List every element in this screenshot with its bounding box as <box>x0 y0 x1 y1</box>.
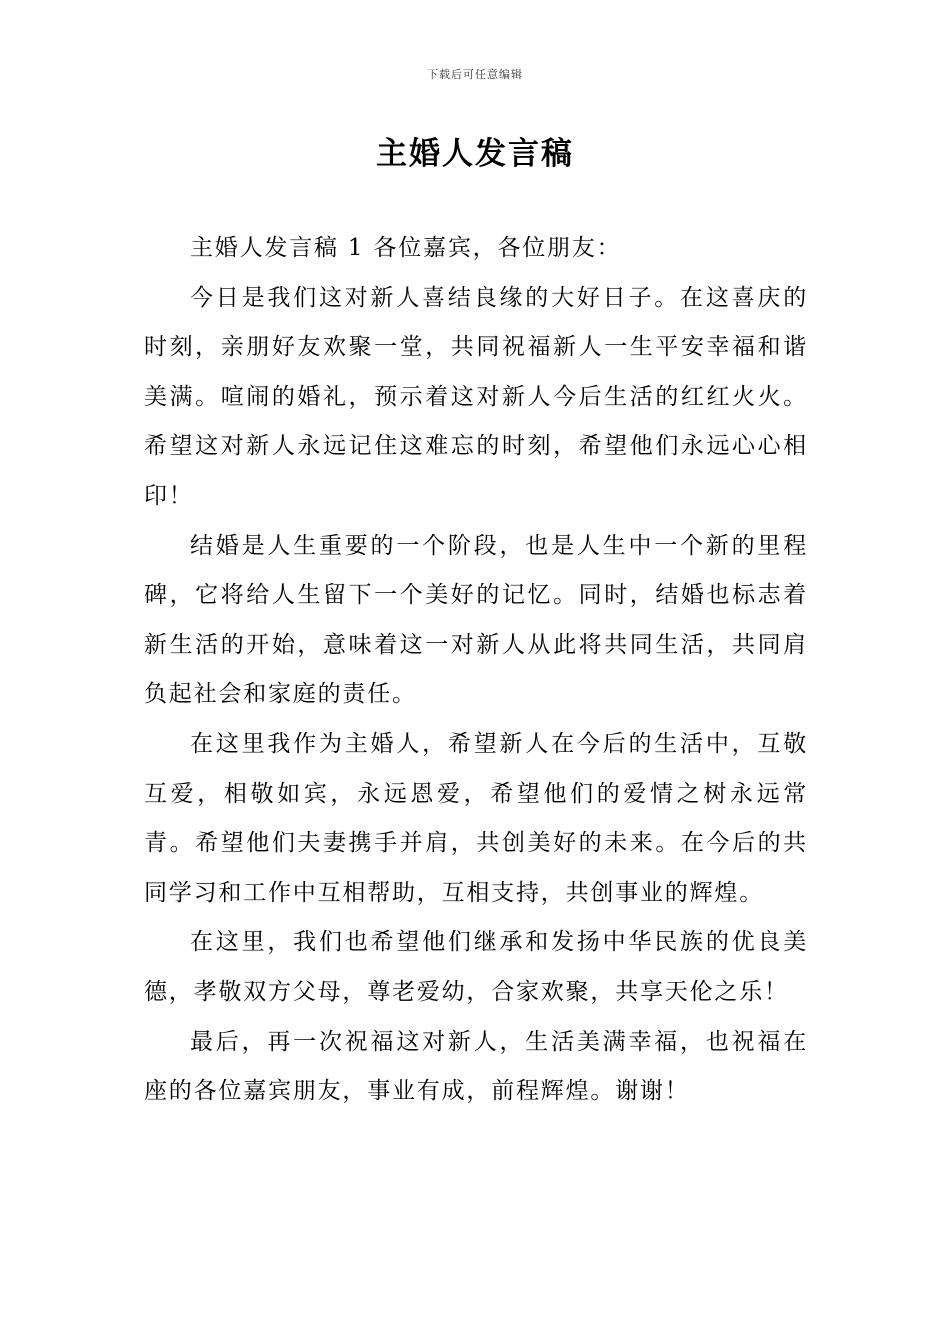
paragraph-milestone: 结婚是人生重要的一个阶段，也是人生中一个新的里程碑，它将给人生留下一个美好的记忆。同时，结婚也标志着新生活的开始，意味着这一对新人从此将共同生活，共同肩负起社会和家庭的责任。 <box>144 532 808 708</box>
header-note: 下载后可任意编辑 <box>427 68 523 81</box>
document-body <box>144 224 808 1117</box>
paragraph-virtues: 在这里，我们也希望他们继承和发扬中华民族的优良美德，孝敬双方父母，尊老爱幼，合家欢聚，共享天伦之乐！ <box>144 929 808 1005</box>
paragraph-greeting: 主婚人发言稿 1 各位嘉宾，各位朋友： <box>190 235 622 261</box>
paragraph-celebration: 今日是我们这对新人喜结良缘的大好日子。在这喜庆的时刻，亲朋好友欢聚一堂，共同祝福新人一生平安幸福和谐美满。喧闹的婚礼，预示着这对新人今后生活的红红火火。希望这对新人永远记住这难忘的时刻，希望他们永远心心相印！ <box>144 284 808 509</box>
paragraph-wishes: 在这里我作为主婚人，希望新人在今后的生活中，互敬互爱，相敬如宾，永远恩爱，希望他们的爱情之树永远常青。希望他们夫妻携手并肩，共创美好的未来。在今后的共同学习和工作中互相帮助，互相支持，共创事业的辉煌。 <box>144 730 808 906</box>
document-title: 主婚人发言稿 <box>376 136 574 172</box>
paragraph-closing: 最后，再一次祝福这对新人，生活美满幸福，也祝福在座的各位嘉宾朋友，事业有成，前程辉煌。谢谢！ <box>144 1028 808 1105</box>
